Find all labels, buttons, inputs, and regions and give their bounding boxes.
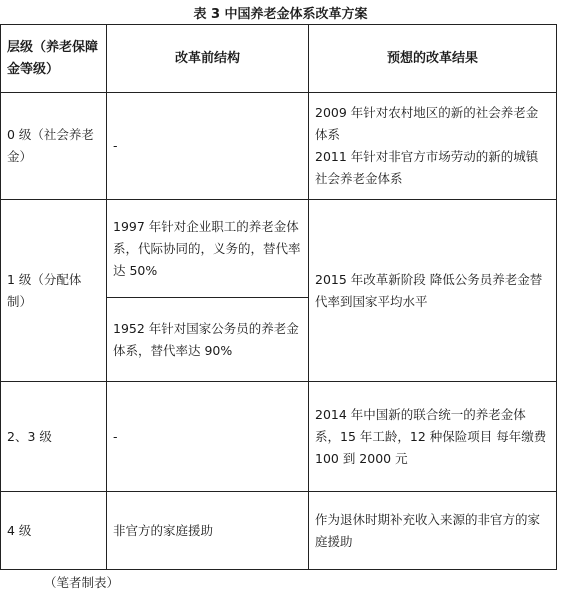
after-cell: 2014 年中国新的联合统一的养老金体系，15 年工龄，12 种保险项目 每年缴费 100 到 2000 元 [309,382,557,492]
before-cell: 1952 年针对国家公务员的养老金体系，替代率达 90% [107,298,309,382]
header-level: 层级（养老保障金等级） [1,25,107,93]
level-cell: 1 级（分配体制） [1,200,107,382]
header-after-reform: 预想的改革结果 [309,25,557,93]
table-row [1,93,557,200]
level-cell: 2、3 级 [1,382,107,492]
table-row [1,382,557,492]
before-cell: 非官方的家庭援助 [107,492,309,570]
table-caption: 表 3 中国养老金体系改革方案 [193,7,368,22]
header-row [1,25,557,93]
table-footnote: （笔者制表） [44,575,120,590]
before-cell: - [107,93,309,200]
after-line: 2009 年针对农村地区的新的社会养老金体系 [315,105,539,142]
after-cell [309,93,557,200]
table-row [1,200,557,298]
after-cell: 作为退休时期补充收入来源的非官方的家庭援助 [309,492,557,570]
level-cell: 4 级 [1,492,107,570]
table-row [1,492,557,570]
after-line: 2011 年针对非官方市场劳动的新的城镇社会养老金体系 [315,149,539,186]
after-cell: 2015 年改革新阶段 降低公务员养老金替代率到国家平均水平 [309,200,557,382]
header-before-reform: 改革前结构 [107,25,309,93]
level-cell: 0 级（社会养老金） [1,93,107,200]
before-cell: - [107,382,309,492]
before-cell: 1997 年针对企业职工的养老金体系，代际协同的，义务的，替代率达 50% [107,200,309,298]
pension-reform-table [0,24,557,570]
